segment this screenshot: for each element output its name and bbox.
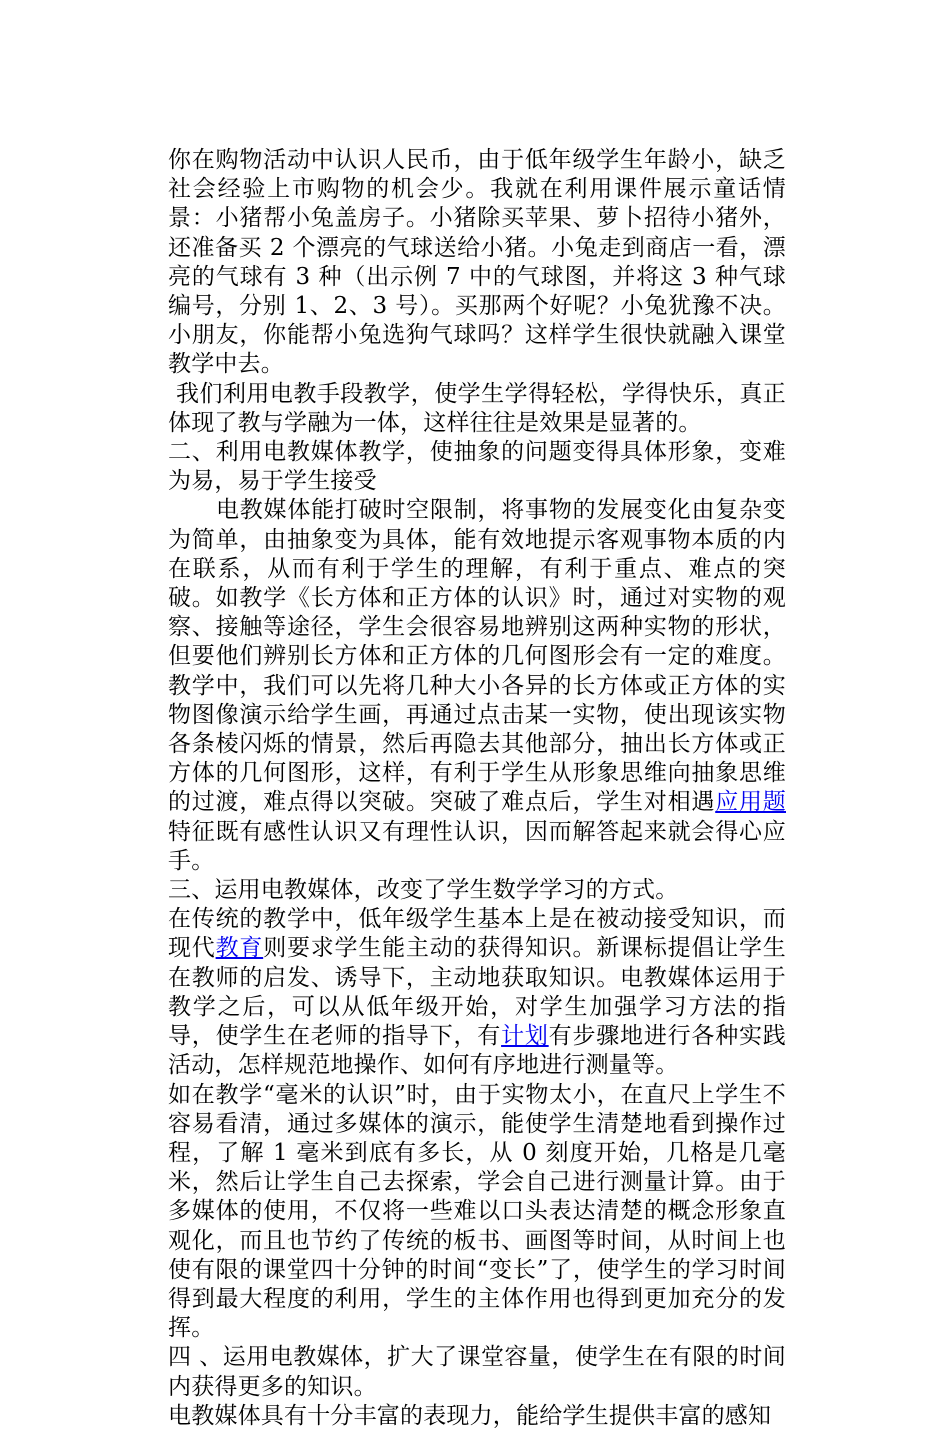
paragraph-shopping-story: 你在购物活动中认识人民币，由于低年级学生年龄小，缺乏社会经验上市购物的机会少。我就在利用课件展示童话情景：小猪帮小兔盖房子。小猪除买苹果、萝卜招待小猪外，还准备买 2 个漂亮的气球送给小猪。小兔走到商店一看，漂亮的气球有 3 种（出示例 7 中的气球图，并将这 3 种气球编号，分别 1、2、3 号）。买那两个好呢？小兔犹豫不决。小朋友，你能帮小兔选狗气球吗？这样学生很快就融入课堂教学中去。 bbox=[168, 147, 786, 378]
paragraph-rich-expression: 电教媒体具有十分丰富的表现力，能给学生提供丰富的感知 bbox=[168, 1402, 772, 1429]
paragraph-text: 则要求学生能主动的获得知识。新课标提倡让学生在教师的启发、诱导下，主动地获取知识。电教媒体运用于教学之后，可以从低年级开始，对学生加强学习方法的指导，使学生在老师的指导下，有 bbox=[168, 935, 787, 1050]
paragraph-text: 特征既有感性认识又有理性认识，因而解答起来就会得心应手。 bbox=[168, 818, 786, 874]
document-body bbox=[168, 146, 786, 1431]
paragraph-text: 在传统的教学中，低年级学生基本上是在被动接受知识，而现代 bbox=[168, 906, 786, 962]
paragraph-abstract-to-concrete bbox=[168, 496, 786, 876]
section-heading-three: 三、运用电教媒体，改变了学生数学学习的方式。 bbox=[168, 877, 679, 904]
link-word-problems[interactable]: 应用题 bbox=[715, 789, 786, 816]
link-education[interactable]: 教育 bbox=[215, 935, 264, 962]
link-plan[interactable]: 计划 bbox=[501, 1023, 549, 1050]
paragraph-text: 有步骤地进行各种实践活动，怎样规范地操作、如何有序地进行测量等。 bbox=[168, 1023, 786, 1079]
section-heading-four: 四 、运用电教媒体，扩大了课堂容量，使学生在有限的时间内获得更多的知识。 bbox=[168, 1344, 786, 1400]
paragraph-millimeter-lesson: 如在教学“毫米的认识”时，由于实物太小，在直尺上学生不容易看清，通过多媒体的演示，能使学生清楚地看到操作过程，了解 1 毫米到底有多长，从 0 刻度开始，几格是几毫米，然后让学生自己去探索，学会自己进行测量计算。由于多媒体的使用，不仅将一些难以口头表达清楚的概念形象直观化，而且也节约了传统的板书、画图等时间，从时间上也使有限的课堂四十分钟的时间“变长”了，使学生的学习时间得到最大程度的利用，学生的主体作用也得到更加充分的发挥。 bbox=[168, 1081, 786, 1342]
paragraph-text: 电教媒体能打破时空限制，将事物的发展变化由复杂变为简单，由抽象变为具体，能有效地提示客观事物本质的内在联系，从而有利于学生的理解，有利于重点、难点的突破。如教学《长方体和正方体的认识》时，通过对实物的观察、接触等途径，学生会很容易地辨别这两种实物的形状，但要他们辨别长方体和正方体的几何图形会有一定的难度。教学中，我们可以先将几种大小各异的长方体或正方体的实物图像演示给学生画，再通过点击某一实物，使出现该实物各条棱闪烁的情景，然后再隐去其他部分，抽出长方体或正方体的几何图形，这样，有利于学生从形象思维向抽象思维的过渡，难点得以突破。突破了难点后，学生对相遇 bbox=[168, 497, 786, 816]
paragraph-learning-methods bbox=[168, 905, 786, 1080]
section-heading-two: 二、利用电教媒体教学，使抽象的问题变得具体形象，变难为易，易于学生接受 bbox=[168, 439, 786, 495]
paragraph-electronic-teaching-summary: 我们利用电教手段教学，使学生学得轻松，学得快乐，真正体现了教与学融为一体，这样往往是效果是显著的。 bbox=[168, 380, 786, 436]
